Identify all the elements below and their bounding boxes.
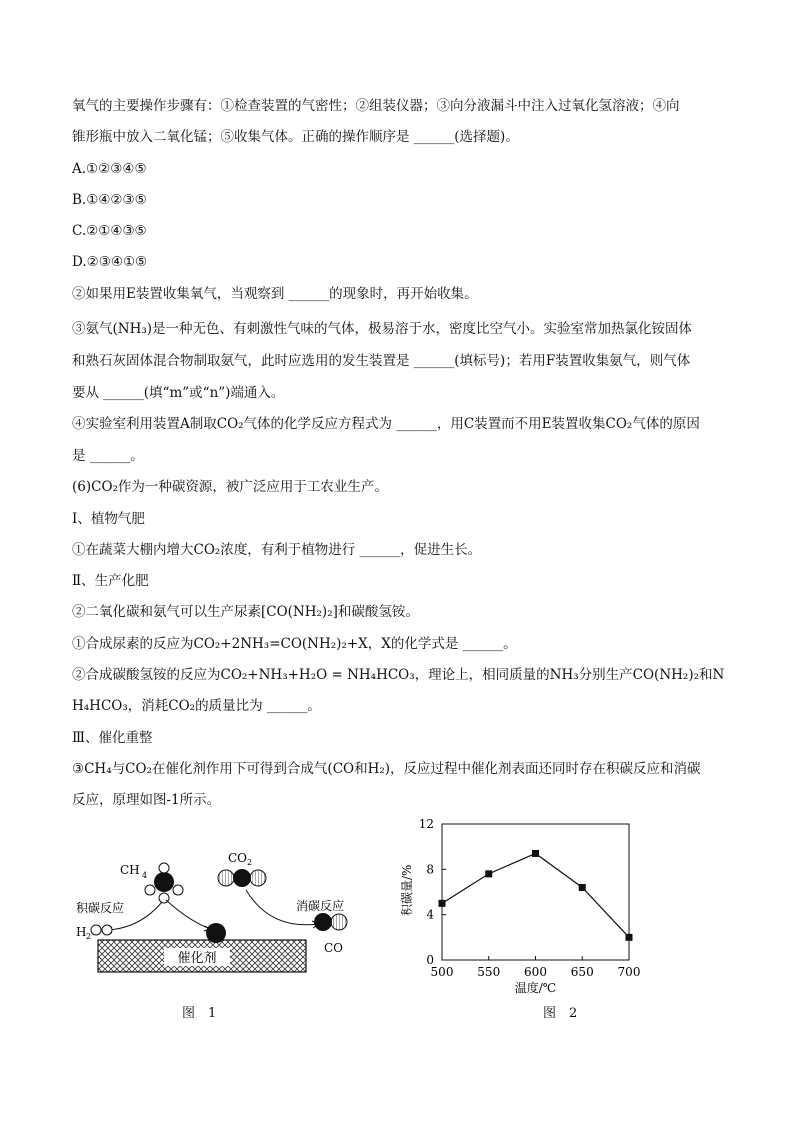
text-line: ③氨气(NH₃)是一种无色、有刺激性气味的气体，极易溶于水，密度比空气小。实验室常加热氯化铵固体 bbox=[72, 321, 693, 337]
ch4-sub: 4 bbox=[142, 871, 148, 880]
data-point bbox=[579, 884, 586, 891]
text-line: ②二氧化碳和氨气可以生产尿素[CO(NH₂)₂]和碳酸氢铵。 bbox=[72, 604, 419, 620]
x-tick-label: 500 bbox=[430, 965, 454, 979]
left-reaction-label: 积碳反应 bbox=[76, 901, 125, 915]
y-tick-label: 4 bbox=[426, 907, 434, 922]
text-line: 氧气的主要操作步骤有：①检查装置的气密性；②组装仪器；③向分液漏斗中注入过氧化氢溶液；④向 bbox=[72, 98, 680, 114]
text-line: ①合成尿素的反应为CO₂+2NH₃=CO(NH₂)₂+X，X的化学式是 ______。 bbox=[72, 636, 517, 652]
text-line: ③CH₄与CO₂在催化剂作用下可得到合成气(CO和H₂)，反应过程中催化剂表面还同时存在积碳反应和消碳 bbox=[72, 761, 701, 777]
right-reaction-label: 消碳反应 bbox=[296, 899, 345, 913]
text-line: 反应，原理如图-1所示。 bbox=[72, 792, 221, 808]
data-point bbox=[532, 850, 539, 857]
text-line: H₄HCO₃，消耗CO₂的质量比为 ______。 bbox=[72, 698, 321, 714]
figure-1-caption: 图 1 bbox=[182, 1006, 217, 1021]
catalyst-label: 催化剂 bbox=[177, 951, 217, 966]
plot-frame bbox=[442, 824, 629, 960]
figure-1-diagram bbox=[60, 840, 390, 990]
text-line: (6)CO₂作为一种碳资源，被广泛应用于工农业生产。 bbox=[72, 479, 388, 495]
text-line: 锥形瓶中放入二氧化锰；⑤收集气体。正确的操作顺序是 ______(选择题)。 bbox=[72, 129, 519, 145]
text-line: C.②①④③⑤ bbox=[72, 223, 147, 239]
y-tick-label: 12 bbox=[418, 817, 434, 831]
x-axis-label: 温度/℃ bbox=[514, 981, 557, 995]
text-line: ①在蔬菜大棚内增大CO₂浓度，有利于植物进行 ______，促进生长。 bbox=[72, 542, 482, 558]
text-line: 和熟石灰固体混合物制取氨气，此时应选用的发生装置是 ______(填标号)；若用F装置收集氨气，则气体 bbox=[72, 353, 691, 369]
co-label: CO bbox=[324, 941, 344, 955]
h2-sub: 2 bbox=[86, 932, 92, 941]
text-line: Ⅰ、植物气肥 bbox=[72, 511, 145, 527]
figure-2-chart bbox=[395, 812, 655, 1002]
x-tick-label: 700 bbox=[617, 965, 641, 979]
x-tick-label: 550 bbox=[477, 965, 501, 979]
figure-2-caption: 图 2 bbox=[543, 1006, 578, 1021]
data-point bbox=[485, 870, 492, 877]
text-line: ②如果用E装置收集氧气，当观察到 ______的现象时，再开始收集。 bbox=[72, 286, 478, 302]
y-tick-label: 0 bbox=[426, 953, 434, 967]
series-line bbox=[442, 853, 629, 937]
text-line: B.①④②③⑤ bbox=[72, 192, 147, 208]
text-line: Ⅱ、生产化肥 bbox=[72, 573, 149, 589]
co2-label: CO bbox=[228, 851, 248, 865]
h2-label: H bbox=[76, 925, 87, 939]
text-line: ④实验室利用装置A制取CO₂气体的化学反应方程式为 ______，用C装置而不用E装置收集CO₂气体的原因 bbox=[72, 416, 700, 432]
data-point bbox=[626, 934, 633, 941]
y-tick-label: 8 bbox=[426, 862, 434, 877]
text-line: A.①②③④⑤ bbox=[72, 161, 147, 177]
text-line: Ⅲ、催化重整 bbox=[72, 730, 153, 746]
co2-sub: 2 bbox=[247, 858, 253, 867]
text-line: 要从 ______(填“m”或“n”)端通入。 bbox=[72, 385, 285, 401]
y-axis-label: 积碳量/% bbox=[400, 864, 414, 916]
x-tick-label: 650 bbox=[570, 965, 594, 979]
x-tick-label: 600 bbox=[524, 965, 547, 979]
text-line: ②合成碳酸氢铵的反应为CO₂+NH₃+H₂O = NH₄HCO₃，理论上，相同质量的NH₃分别生产CO(NH₂)₂和N bbox=[72, 667, 725, 683]
text-line: D.②③④①⑤ bbox=[72, 254, 148, 270]
data-point bbox=[439, 900, 446, 907]
text-line: 是 ______。 bbox=[72, 448, 144, 464]
ch4-label: CH bbox=[120, 863, 140, 877]
